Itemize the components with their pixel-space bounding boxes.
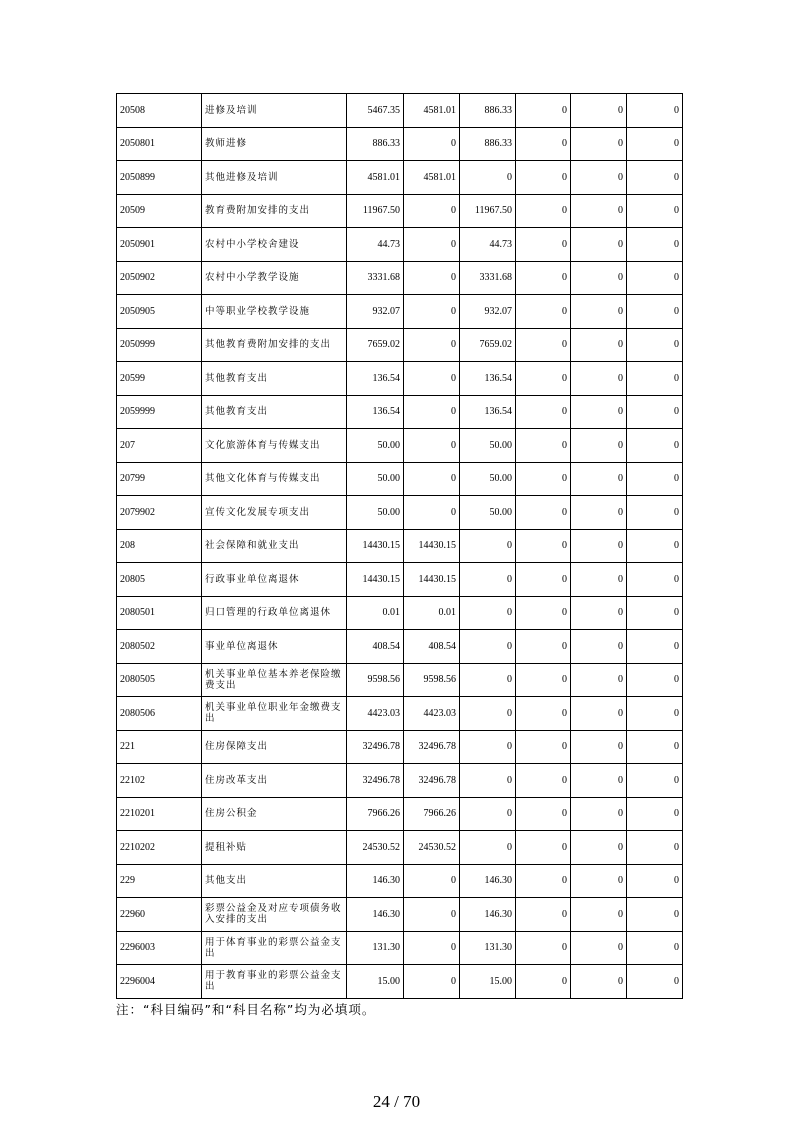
- amount-cell-4: 0: [516, 529, 571, 563]
- amount-cell-4: 0: [516, 931, 571, 965]
- table-row: [117, 261, 683, 295]
- account-code-cell: 2050999: [117, 328, 202, 362]
- amount-cell-3: 44.73: [460, 228, 516, 262]
- amount-cell-5: 0: [571, 261, 627, 295]
- amount-cell-6: 0: [627, 429, 683, 463]
- amount-cell-2: 32496.78: [404, 730, 460, 764]
- amount-cell-4: 0: [516, 228, 571, 262]
- amount-cell-3: 0: [460, 831, 516, 865]
- amount-cell-4: 0: [516, 697, 571, 731]
- amount-cell-3: 0: [460, 697, 516, 731]
- total-amount-cell: 408.54: [347, 630, 404, 664]
- total-amount-cell: 3331.68: [347, 261, 404, 295]
- account-code-cell: 20599: [117, 362, 202, 396]
- amount-cell-4: 0: [516, 496, 571, 530]
- amount-cell-3: 0: [460, 529, 516, 563]
- account-name-cell: 进修及培训: [202, 94, 347, 128]
- amount-cell-5: 0: [571, 328, 627, 362]
- table-row: [117, 462, 683, 496]
- amount-cell-2: 0: [404, 395, 460, 429]
- amount-cell-2: 0: [404, 965, 460, 999]
- amount-cell-5: 0: [571, 697, 627, 731]
- amount-cell-4: 0: [516, 362, 571, 396]
- account-name-cell: 行政事业单位离退休: [202, 563, 347, 597]
- account-code-cell: 221: [117, 730, 202, 764]
- amount-cell-3: 0: [460, 630, 516, 664]
- amount-cell-2: 0.01: [404, 596, 460, 630]
- account-code-cell: 2296003: [117, 931, 202, 965]
- account-code-cell: 2079902: [117, 496, 202, 530]
- amount-cell-5: 0: [571, 764, 627, 798]
- account-code-cell: 2080501: [117, 596, 202, 630]
- amount-cell-3: 136.54: [460, 362, 516, 396]
- amount-cell-4: 0: [516, 630, 571, 664]
- total-amount-cell: 131.30: [347, 931, 404, 965]
- account-code-cell: 2050902: [117, 261, 202, 295]
- amount-cell-2: 0: [404, 127, 460, 161]
- table-row: [117, 630, 683, 664]
- amount-cell-5: 0: [571, 596, 627, 630]
- table-row: [117, 328, 683, 362]
- amount-cell-6: 0: [627, 261, 683, 295]
- amount-cell-2: 0: [404, 228, 460, 262]
- total-amount-cell: 146.30: [347, 898, 404, 932]
- amount-cell-2: 0: [404, 194, 460, 228]
- amount-cell-6: 0: [627, 94, 683, 128]
- account-name-cell: 住房保障支出: [202, 730, 347, 764]
- table-row: [117, 764, 683, 798]
- amount-cell-6: 0: [627, 797, 683, 831]
- amount-cell-6: 0: [627, 228, 683, 262]
- account-name-cell: 社会保障和就业支出: [202, 529, 347, 563]
- amount-cell-2: 0: [404, 261, 460, 295]
- amount-cell-3: 146.30: [460, 864, 516, 898]
- amount-cell-5: 0: [571, 161, 627, 195]
- account-name-cell: 彩票公益金及对应专项债务收入安排的支出: [202, 898, 347, 932]
- amount-cell-2: 4581.01: [404, 161, 460, 195]
- account-code-cell: 2080506: [117, 697, 202, 731]
- amount-cell-5: 0: [571, 395, 627, 429]
- account-name-cell: 提租补贴: [202, 831, 347, 865]
- account-code-cell: 2050899: [117, 161, 202, 195]
- total-amount-cell: 146.30: [347, 864, 404, 898]
- amount-cell-4: 0: [516, 563, 571, 597]
- table-row: [117, 730, 683, 764]
- total-amount-cell: 136.54: [347, 395, 404, 429]
- account-code-cell: 2050801: [117, 127, 202, 161]
- table-row: [117, 295, 683, 329]
- table-body: [117, 94, 683, 999]
- total-amount-cell: 136.54: [347, 362, 404, 396]
- table-row: [117, 362, 683, 396]
- amount-cell-6: 0: [627, 395, 683, 429]
- account-code-cell: 2210201: [117, 797, 202, 831]
- amount-cell-5: 0: [571, 94, 627, 128]
- account-name-cell: 机关事业单位基本养老保险缴费支出: [202, 663, 347, 697]
- account-name-cell: 其他教育支出: [202, 395, 347, 429]
- amount-cell-3: 0: [460, 764, 516, 798]
- table-row: [117, 663, 683, 697]
- table-row: [117, 228, 683, 262]
- amount-cell-6: 0: [627, 663, 683, 697]
- amount-cell-4: 0: [516, 395, 571, 429]
- total-amount-cell: 15.00: [347, 965, 404, 999]
- amount-cell-5: 0: [571, 831, 627, 865]
- table-row: [117, 429, 683, 463]
- amount-cell-6: 0: [627, 596, 683, 630]
- table-row: [117, 161, 683, 195]
- total-amount-cell: 24530.52: [347, 831, 404, 865]
- account-name-cell: 其他教育费附加安排的支出: [202, 328, 347, 362]
- amount-cell-3: 15.00: [460, 965, 516, 999]
- account-name-cell: 机关事业单位职业年金缴费支出: [202, 697, 347, 731]
- amount-cell-4: 0: [516, 965, 571, 999]
- amount-cell-5: 0: [571, 228, 627, 262]
- amount-cell-6: 0: [627, 630, 683, 664]
- amount-cell-2: 0: [404, 328, 460, 362]
- amount-cell-3: 3331.68: [460, 261, 516, 295]
- amount-cell-4: 0: [516, 429, 571, 463]
- amount-cell-5: 0: [571, 295, 627, 329]
- amount-cell-5: 0: [571, 496, 627, 530]
- amount-cell-2: 0: [404, 429, 460, 463]
- amount-cell-2: 24530.52: [404, 831, 460, 865]
- total-amount-cell: 886.33: [347, 127, 404, 161]
- amount-cell-6: 0: [627, 496, 683, 530]
- account-code-cell: 22960: [117, 898, 202, 932]
- amount-cell-2: 7966.26: [404, 797, 460, 831]
- total-amount-cell: 5467.35: [347, 94, 404, 128]
- amount-cell-4: 0: [516, 730, 571, 764]
- total-amount-cell: 4581.01: [347, 161, 404, 195]
- amount-cell-6: 0: [627, 864, 683, 898]
- amount-cell-6: 0: [627, 965, 683, 999]
- total-amount-cell: 7659.02: [347, 328, 404, 362]
- amount-cell-2: 9598.56: [404, 663, 460, 697]
- amount-cell-4: 0: [516, 797, 571, 831]
- amount-cell-5: 0: [571, 965, 627, 999]
- account-name-cell: 教育费附加安排的支出: [202, 194, 347, 228]
- amount-cell-2: 0: [404, 864, 460, 898]
- account-name-cell: 用于体育事业的彩票公益金支出: [202, 931, 347, 965]
- amount-cell-3: 0: [460, 596, 516, 630]
- amount-cell-5: 0: [571, 529, 627, 563]
- account-name-cell: 宣传文化发展专项支出: [202, 496, 347, 530]
- account-code-cell: 2210202: [117, 831, 202, 865]
- amount-cell-5: 0: [571, 730, 627, 764]
- table-row: [117, 563, 683, 597]
- account-name-cell: 教师进修: [202, 127, 347, 161]
- amount-cell-2: 408.54: [404, 630, 460, 664]
- amount-cell-6: 0: [627, 563, 683, 597]
- table-row: [117, 797, 683, 831]
- amount-cell-5: 0: [571, 898, 627, 932]
- footnote: 注：“科目编码”和“科目名称”均为必填项。: [116, 1002, 376, 1017]
- total-amount-cell: 14430.15: [347, 563, 404, 597]
- amount-cell-5: 0: [571, 127, 627, 161]
- table-row: [117, 596, 683, 630]
- amount-cell-3: 11967.50: [460, 194, 516, 228]
- table-row: [117, 395, 683, 429]
- amount-cell-6: 0: [627, 730, 683, 764]
- amount-cell-3: 0: [460, 730, 516, 764]
- account-code-cell: 208: [117, 529, 202, 563]
- account-code-cell: 229: [117, 864, 202, 898]
- total-amount-cell: 14430.15: [347, 529, 404, 563]
- amount-cell-4: 0: [516, 295, 571, 329]
- amount-cell-4: 0: [516, 462, 571, 496]
- amount-cell-2: 14430.15: [404, 529, 460, 563]
- account-code-cell: 2080502: [117, 630, 202, 664]
- account-code-cell: 2059999: [117, 395, 202, 429]
- page-number: 24 / 70: [372, 1092, 421, 1111]
- amount-cell-5: 0: [571, 362, 627, 396]
- account-code-cell: 2050901: [117, 228, 202, 262]
- amount-cell-3: 131.30: [460, 931, 516, 965]
- amount-cell-6: 0: [627, 462, 683, 496]
- table-row: [117, 898, 683, 932]
- amount-cell-5: 0: [571, 663, 627, 697]
- account-code-cell: 207: [117, 429, 202, 463]
- amount-cell-2: 0: [404, 362, 460, 396]
- amount-cell-6: 0: [627, 831, 683, 865]
- account-name-cell: 文化旅游体育与传媒支出: [202, 429, 347, 463]
- amount-cell-6: 0: [627, 697, 683, 731]
- total-amount-cell: 4423.03: [347, 697, 404, 731]
- account-name-cell: 住房改革支出: [202, 764, 347, 798]
- amount-cell-6: 0: [627, 931, 683, 965]
- amount-cell-3: 886.33: [460, 94, 516, 128]
- total-amount-cell: 9598.56: [347, 663, 404, 697]
- table-row: [117, 931, 683, 965]
- amount-cell-5: 0: [571, 797, 627, 831]
- account-name-cell: 其他支出: [202, 864, 347, 898]
- account-code-cell: 20805: [117, 563, 202, 597]
- account-code-cell: 20509: [117, 194, 202, 228]
- amount-cell-4: 0: [516, 663, 571, 697]
- amount-cell-2: 0: [404, 931, 460, 965]
- amount-cell-3: 146.30: [460, 898, 516, 932]
- account-name-cell: 中等职业学校教学设施: [202, 295, 347, 329]
- account-code-cell: 20508: [117, 94, 202, 128]
- amount-cell-4: 0: [516, 127, 571, 161]
- total-amount-cell: 32496.78: [347, 730, 404, 764]
- total-amount-cell: 44.73: [347, 228, 404, 262]
- total-amount-cell: 11967.50: [347, 194, 404, 228]
- total-amount-cell: 50.00: [347, 462, 404, 496]
- account-name-cell: 用于教育事业的彩票公益金支出: [202, 965, 347, 999]
- amount-cell-2: 0: [404, 295, 460, 329]
- amount-cell-2: 0: [404, 898, 460, 932]
- amount-cell-3: 886.33: [460, 127, 516, 161]
- amount-cell-3: 0: [460, 797, 516, 831]
- amount-cell-6: 0: [627, 328, 683, 362]
- account-code-cell: 22102: [117, 764, 202, 798]
- total-amount-cell: 50.00: [347, 429, 404, 463]
- amount-cell-4: 0: [516, 596, 571, 630]
- amount-cell-2: 0: [404, 496, 460, 530]
- total-amount-cell: 0.01: [347, 596, 404, 630]
- table-row: [117, 864, 683, 898]
- amount-cell-2: 14430.15: [404, 563, 460, 597]
- amount-cell-2: 4423.03: [404, 697, 460, 731]
- amount-cell-3: 50.00: [460, 429, 516, 463]
- amount-cell-6: 0: [627, 127, 683, 161]
- account-code-cell: 2080505: [117, 663, 202, 697]
- account-name-cell: 农村中小学校舍建设: [202, 228, 347, 262]
- amount-cell-5: 0: [571, 429, 627, 463]
- amount-cell-4: 0: [516, 864, 571, 898]
- amount-cell-5: 0: [571, 194, 627, 228]
- account-code-cell: 2050905: [117, 295, 202, 329]
- table-row: [117, 94, 683, 128]
- account-name-cell: 其他文化体育与传媒支出: [202, 462, 347, 496]
- amount-cell-3: 7659.02: [460, 328, 516, 362]
- amount-cell-4: 0: [516, 764, 571, 798]
- table-row: [117, 831, 683, 865]
- total-amount-cell: 50.00: [347, 496, 404, 530]
- amount-cell-3: 0: [460, 663, 516, 697]
- amount-cell-6: 0: [627, 764, 683, 798]
- account-name-cell: 事业单位离退休: [202, 630, 347, 664]
- amount-cell-4: 0: [516, 831, 571, 865]
- amount-cell-3: 0: [460, 161, 516, 195]
- account-name-cell: 其他进修及培训: [202, 161, 347, 195]
- table-row: [117, 194, 683, 228]
- amount-cell-6: 0: [627, 194, 683, 228]
- amount-cell-4: 0: [516, 94, 571, 128]
- amount-cell-6: 0: [627, 295, 683, 329]
- amount-cell-2: 0: [404, 462, 460, 496]
- amount-cell-6: 0: [627, 898, 683, 932]
- amount-cell-5: 0: [571, 931, 627, 965]
- account-code-cell: 2296004: [117, 965, 202, 999]
- amount-cell-4: 0: [516, 328, 571, 362]
- amount-cell-3: 50.00: [460, 496, 516, 530]
- total-amount-cell: 32496.78: [347, 764, 404, 798]
- amount-cell-6: 0: [627, 362, 683, 396]
- account-name-cell: 农村中小学教学设施: [202, 261, 347, 295]
- amount-cell-2: 4581.01: [404, 94, 460, 128]
- amount-cell-4: 0: [516, 261, 571, 295]
- table-row: [117, 127, 683, 161]
- amount-cell-4: 0: [516, 161, 571, 195]
- budget-expenditure-table: [116, 93, 683, 999]
- amount-cell-6: 0: [627, 529, 683, 563]
- total-amount-cell: 7966.26: [347, 797, 404, 831]
- table-row: [117, 697, 683, 731]
- amount-cell-5: 0: [571, 563, 627, 597]
- amount-cell-3: 932.07: [460, 295, 516, 329]
- amount-cell-3: 0: [460, 563, 516, 597]
- table-row: [117, 496, 683, 530]
- amount-cell-3: 136.54: [460, 395, 516, 429]
- amount-cell-5: 0: [571, 462, 627, 496]
- table-row: [117, 529, 683, 563]
- account-name-cell: 归口管理的行政单位离退休: [202, 596, 347, 630]
- account-code-cell: 20799: [117, 462, 202, 496]
- amount-cell-4: 0: [516, 898, 571, 932]
- amount-cell-5: 0: [571, 630, 627, 664]
- amount-cell-3: 50.00: [460, 462, 516, 496]
- amount-cell-2: 32496.78: [404, 764, 460, 798]
- account-name-cell: 其他教育支出: [202, 362, 347, 396]
- total-amount-cell: 932.07: [347, 295, 404, 329]
- amount-cell-6: 0: [627, 161, 683, 195]
- amount-cell-5: 0: [571, 864, 627, 898]
- table-row: [117, 965, 683, 999]
- amount-cell-4: 0: [516, 194, 571, 228]
- account-name-cell: 住房公积金: [202, 797, 347, 831]
